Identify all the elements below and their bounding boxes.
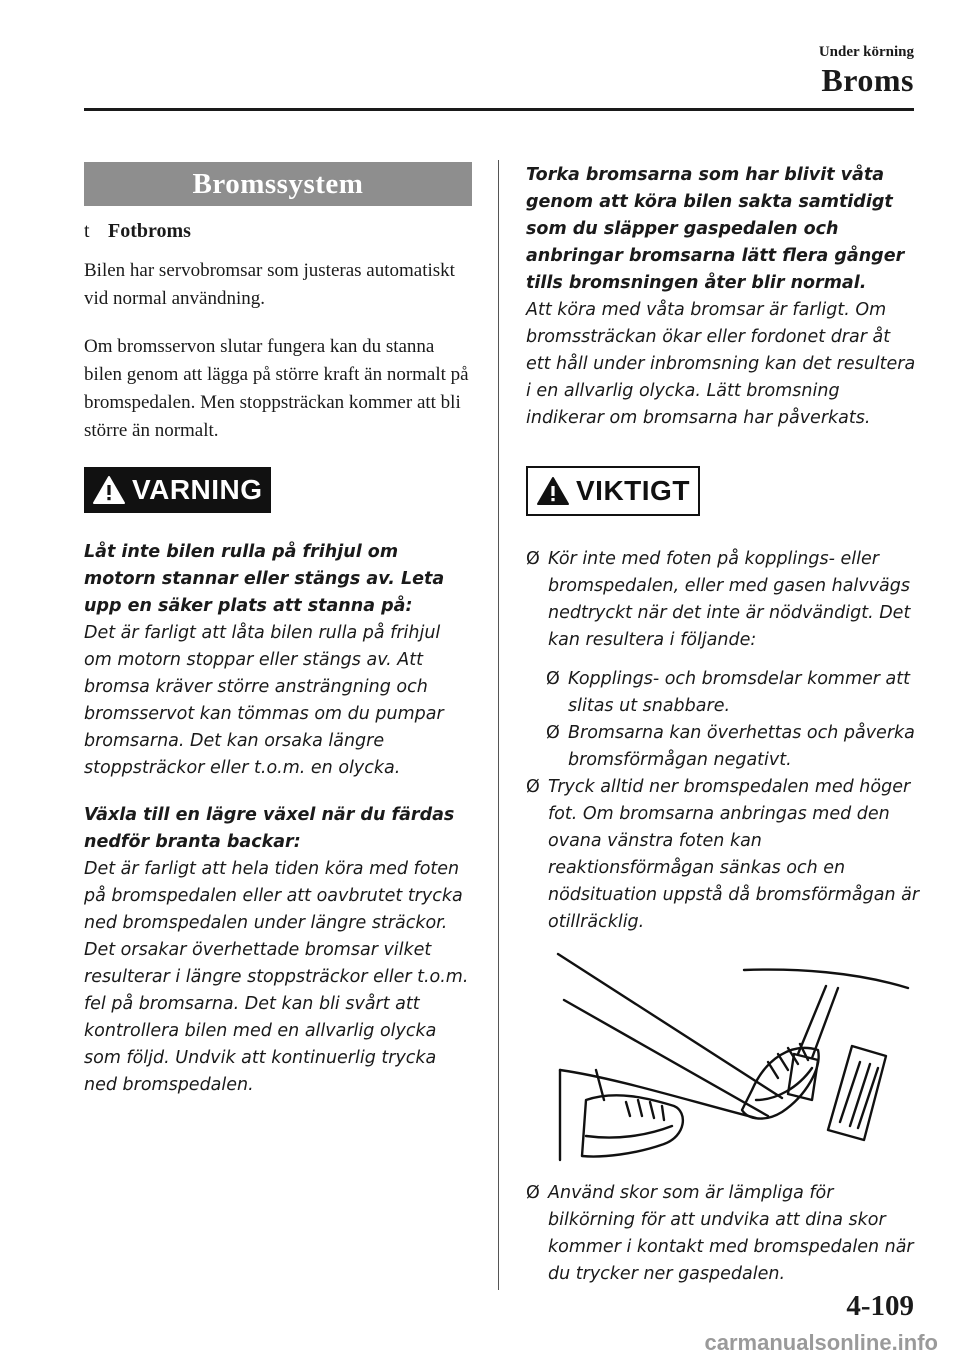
warning-body: Att köra med våta bromsar är farligt. Om bromssträckan ökar eller fordonet drar åt ett håll under inbromsning kan det resultera i en allvarlig olycka. Lätt bromsning indikerar om bromsarna har påverkats. bbox=[526, 300, 916, 428]
bullet-marker-icon: Ø bbox=[546, 669, 560, 689]
bullet-marker-icon: Ø bbox=[546, 723, 560, 743]
varning-label: VARNING bbox=[132, 474, 263, 505]
viktigt-list bbox=[526, 546, 920, 1288]
caution-triangle-icon bbox=[536, 476, 570, 506]
viktigt-wrap bbox=[526, 466, 920, 516]
body-paragraph: Bilen har servobromsar som justeras automatiskt vid normal användning. bbox=[84, 260, 455, 309]
warning-triangle-icon bbox=[92, 475, 126, 505]
viktigt-badge bbox=[526, 466, 700, 516]
list-item: Ø Kör inte med foten på kopplings- eller bromspedalen, eller med gasen halvvägs nedtryckt när det inte är nödvändigt. Det kan resultera i följande: bbox=[526, 546, 920, 654]
warning-heading: Låt inte bilen rulla på frihjul om motorn stannar eller stängs av. Leta upp en säker plats att stanna på: bbox=[84, 542, 445, 616]
left-column bbox=[84, 162, 472, 1099]
bullet-marker-icon: Ø bbox=[526, 777, 540, 797]
chapter-kicker: Under körning bbox=[818, 44, 914, 60]
list-item: Ø Kopplings- och bromsdelar kommer att slitas ut snabbare. bbox=[546, 666, 920, 720]
warning-heading: Växla till en lägre växel när du färdas nedför branta backar: bbox=[84, 805, 455, 852]
list-item: Ø Tryck alltid ner bromspedalen med höger fot. Om bromsarna anbringas med den ovana vänstra foten kan reaktionsförmågan sänkas och en nödsituation uppstå då bromsförmågan är otillräcklig. bbox=[526, 774, 920, 936]
subheading-bullet: t bbox=[84, 220, 90, 242]
body-paragraph: Om bromsservon slutar fungera kan du stanna bilen genom att lägga på större kraft än normalt på bromspedalen. Men stoppsträckan kommer att bli större än normalt. bbox=[84, 336, 469, 441]
column-divider bbox=[498, 160, 499, 1290]
viktigt-label: VIKTIGT bbox=[576, 475, 690, 506]
warning-block bbox=[526, 162, 920, 432]
subheading bbox=[84, 220, 472, 243]
list-item: Ø Bromsarna kan överhettas och påverka bromsförmågan negativt. bbox=[546, 720, 920, 774]
chapter-title: Broms bbox=[821, 62, 914, 98]
bullet-marker-icon: Ø bbox=[526, 1183, 540, 1203]
page-number: 4-109 bbox=[846, 1290, 914, 1322]
section-banner: Bromssystem bbox=[84, 162, 472, 206]
warning-body: Det är farligt att låta bilen rulla på frihjul om motorn stoppar eller stängs av. Att bromsa kräver större ansträngning och bromsservot kan tömmas om du pumpar bromsarna. Det kan orsaka längre stoppsträckor eller t.o.m. en olycka. bbox=[84, 623, 444, 778]
pedal-foot-illustration bbox=[556, 950, 912, 1168]
warning-heading: Torka bromsarna som har blivit våta genom att köra bilen sakta samtidigt som du släpper gaspedalen och anbringar bromsarna lätt flera gånger tills bromsningen åter blir normal. bbox=[526, 165, 905, 293]
subheading-text: Fotbroms bbox=[108, 220, 191, 242]
warning-block bbox=[84, 802, 472, 1099]
header-rule bbox=[84, 108, 914, 111]
right-column bbox=[526, 162, 920, 1288]
list-item: Ø Använd skor som är lämpliga för bilkörning för att undvika att dina skor kommer i kontakt med bromspedalen när du trycker ner gaspedalen. bbox=[526, 1180, 920, 1288]
bullet-marker-icon: Ø bbox=[526, 549, 540, 569]
watermark: carmanualsonline.info bbox=[704, 1330, 938, 1355]
warning-body: Det är farligt att hela tiden köra med foten på bromspedalen eller att oavbrutet trycka ned bromspedalen under längre sträckor. Det orsakar överhettade bromsar vilket resulterar i längre stoppsträckor eller t.o.m. fel på bromsarna. Det kan bli svårt att kontrollera bilen med en allvarlig olycka som följd. Undvik att kontinuerlig trycka ned bromspedalen. bbox=[84, 859, 469, 1095]
varning-badge bbox=[84, 467, 271, 513]
warning-block bbox=[84, 539, 472, 782]
